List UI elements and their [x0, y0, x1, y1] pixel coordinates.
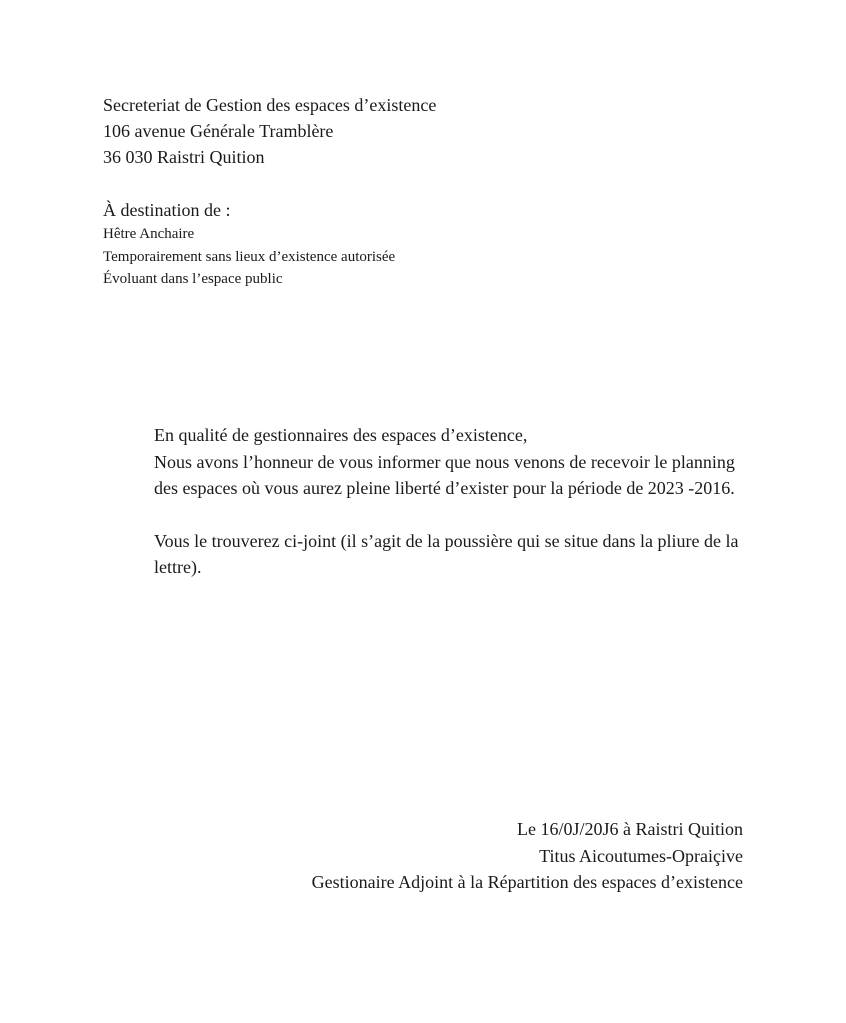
- recipient-block: [103, 197, 395, 291]
- letter-body: [154, 422, 754, 581]
- sender-organization: Secreteriat de Gestion des espaces d’existence: [103, 95, 437, 115]
- body-paragraph-1-text: Nous avons l’honneur de vous informer que nous venons de recevoir le planning des espaces où vous aurez pleine liberté d’exister pour la période de 2023 -2016.: [154, 451, 735, 498]
- sender-address-block: [103, 92, 436, 170]
- signature-date-place: Le 16/0J/20J6 à Raistri Quition: [517, 819, 743, 839]
- body-paragraph-1: [154, 422, 754, 502]
- recipient-location: Évoluant dans l’espace public: [103, 271, 283, 287]
- signature-signatory: Titus Aicoutumes-Opraiçive: [539, 845, 743, 866]
- body-paragraph-2: Vous le trouverez ci-joint (il s’agit de la poussière qui se situe dans la pliure de la lettre).: [154, 530, 739, 577]
- recipient-status: Temporairement sans lieux d’existence autorisée: [103, 248, 396, 265]
- sender-city: 36 030 Raistri Quition: [103, 147, 265, 167]
- recipient-heading: À destination de :: [103, 200, 231, 220]
- signature-block: [312, 816, 743, 896]
- body-salutation: En qualité de gestionnaires des espaces d’existence,: [154, 425, 528, 445]
- sender-street: 106 avenue Générale Tramblère: [103, 121, 334, 141]
- signature-title: Gestionaire Adjoint à la Répartition des espaces d’existence: [311, 872, 743, 892]
- recipient-name: Hêtre Anchaire: [103, 226, 195, 242]
